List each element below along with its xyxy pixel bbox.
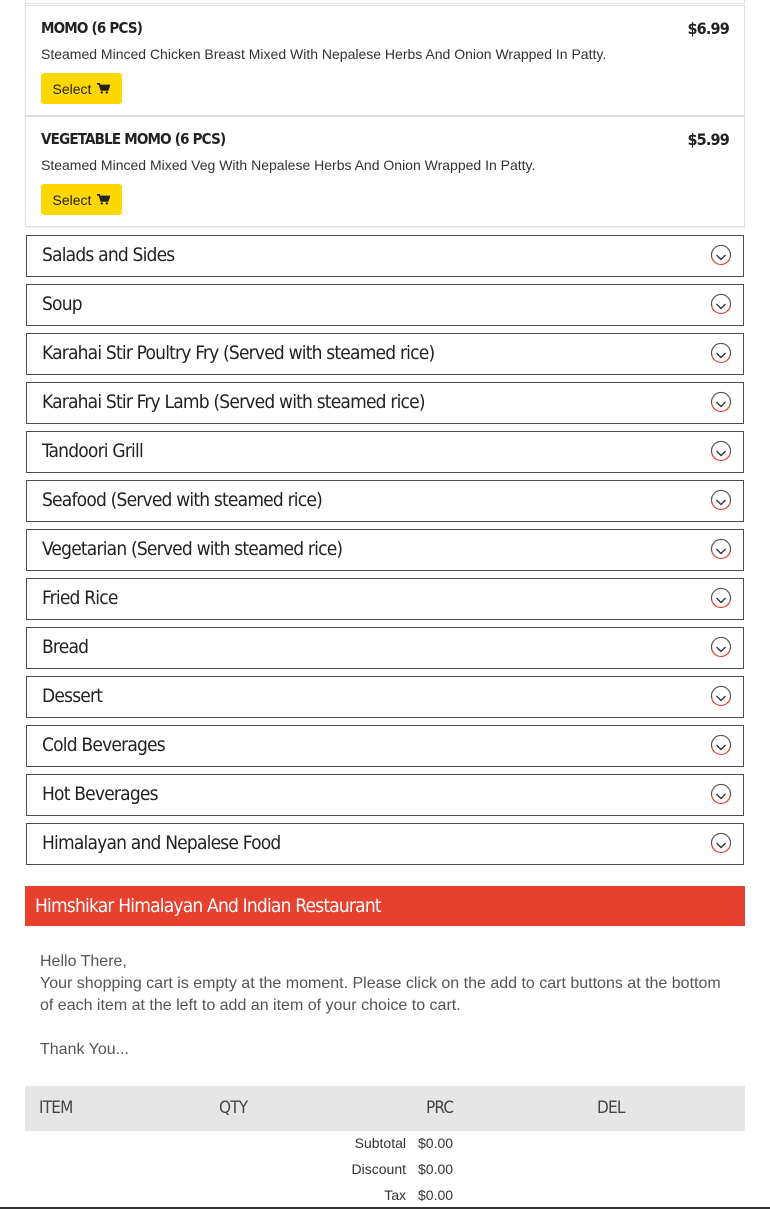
discount-label: Discount [351, 1161, 406, 1177]
category-soup[interactable] [26, 284, 744, 326]
category-label: Vegetarian (Served with steamed rice) [42, 538, 343, 560]
chevron-down-icon [709, 587, 733, 611]
menu-item [25, 116, 745, 227]
chevron-down-icon [709, 734, 733, 758]
category-karahai-stir-poultry-fry[interactable] [26, 333, 744, 375]
chevron-down-icon [709, 489, 733, 513]
column-price: PRC [426, 1098, 454, 1118]
chevron-down-icon [709, 832, 733, 856]
tax-row [25, 1183, 745, 1209]
tax-value: $0.00 [418, 1187, 454, 1203]
category-fried-rice[interactable] [26, 578, 744, 620]
item-price: $6.99 [687, 19, 729, 38]
category-tandoori-grill[interactable] [26, 431, 744, 473]
chevron-down-icon [709, 244, 733, 268]
item-description: Steamed Minced Chicken Breast Mixed With Nepalese Herbs And Onion Wrapped In Patty. [41, 46, 607, 62]
category-label: Fried Rice [42, 587, 118, 609]
chevron-down-icon [709, 783, 733, 807]
menu-item-top-edge [25, 0, 745, 4]
cart-greeting: Hello There, [40, 953, 127, 970]
item-price: $5.99 [687, 130, 729, 149]
cart-empty-message [40, 951, 730, 1061]
category-vegetarian[interactable] [26, 529, 744, 571]
category-label: Cold Beverages [42, 734, 165, 756]
category-label: Seafood (Served with steamed rice) [42, 489, 322, 511]
category-label: Karahai Stir Poultry Fry (Served with steamed rice) [42, 342, 435, 364]
select-button-label: Select [52, 80, 92, 97]
subtotal-label: Subtotal [354, 1135, 406, 1151]
category-seafood[interactable] [26, 480, 744, 522]
cart-table-header [25, 1086, 745, 1131]
menu-item [25, 5, 745, 116]
chevron-down-icon [709, 636, 733, 660]
category-label: Himalayan and Nepalese Food [42, 832, 281, 854]
restaurant-header [25, 886, 745, 926]
category-salads-and-sides[interactable] [26, 235, 744, 277]
tax-label: Tax [384, 1187, 406, 1203]
chevron-down-icon [709, 538, 733, 562]
category-label: Karahai Stir Fry Lamb (Served with steamed rice) [42, 391, 425, 413]
chevron-down-icon [709, 685, 733, 709]
category-label: Hot Beverages [42, 783, 158, 805]
category-label: Salads and Sides [42, 244, 175, 266]
item-description: Steamed Minced Mixed Veg With Nepalese Herbs And Onion Wrapped In Patty. [41, 157, 536, 173]
chevron-down-icon [709, 342, 733, 366]
shopping-cart-icon [97, 83, 110, 94]
category-karahai-stir-fry-lamb[interactable] [26, 382, 744, 424]
category-dessert[interactable] [26, 676, 744, 718]
chevron-down-icon [709, 391, 733, 415]
category-bread[interactable] [26, 627, 744, 669]
subtotal-value: $0.00 [418, 1135, 454, 1151]
category-label: Dessert [42, 685, 103, 707]
column-delete: DEL [597, 1098, 625, 1118]
discount-value: $0.00 [418, 1161, 454, 1177]
category-label: Tandoori Grill [42, 440, 143, 462]
item-name: MOMO (6 PCS) [41, 19, 143, 37]
cart-signoff: Thank You... [40, 1041, 129, 1058]
column-qty: QTY [219, 1098, 248, 1118]
select-button[interactable] [41, 184, 122, 215]
item-name: VEGETABLE MOMO (6 PCS) [41, 130, 226, 148]
chevron-down-icon [709, 293, 733, 317]
cart-message-text: Your shopping cart is empty at the moment. Please click on the add to cart buttons at the bottom of each item at the left to add an item of your choice to cart. [40, 975, 721, 1014]
category-himalayan-and-nepalese-food[interactable] [26, 823, 744, 865]
restaurant-name: Himshikar Himalayan And Indian Restaurant [35, 895, 381, 917]
chevron-down-icon [709, 440, 733, 464]
category-hot-beverages[interactable] [26, 774, 744, 816]
subtotal-row [25, 1131, 745, 1157]
shopping-cart-icon [97, 194, 110, 205]
category-cold-beverages[interactable] [26, 725, 744, 767]
column-item: ITEM [39, 1098, 73, 1118]
category-label: Soup [42, 293, 82, 315]
select-button[interactable] [41, 73, 122, 104]
select-button-label: Select [52, 191, 92, 208]
category-label: Bread [42, 636, 89, 658]
discount-row [25, 1157, 745, 1183]
